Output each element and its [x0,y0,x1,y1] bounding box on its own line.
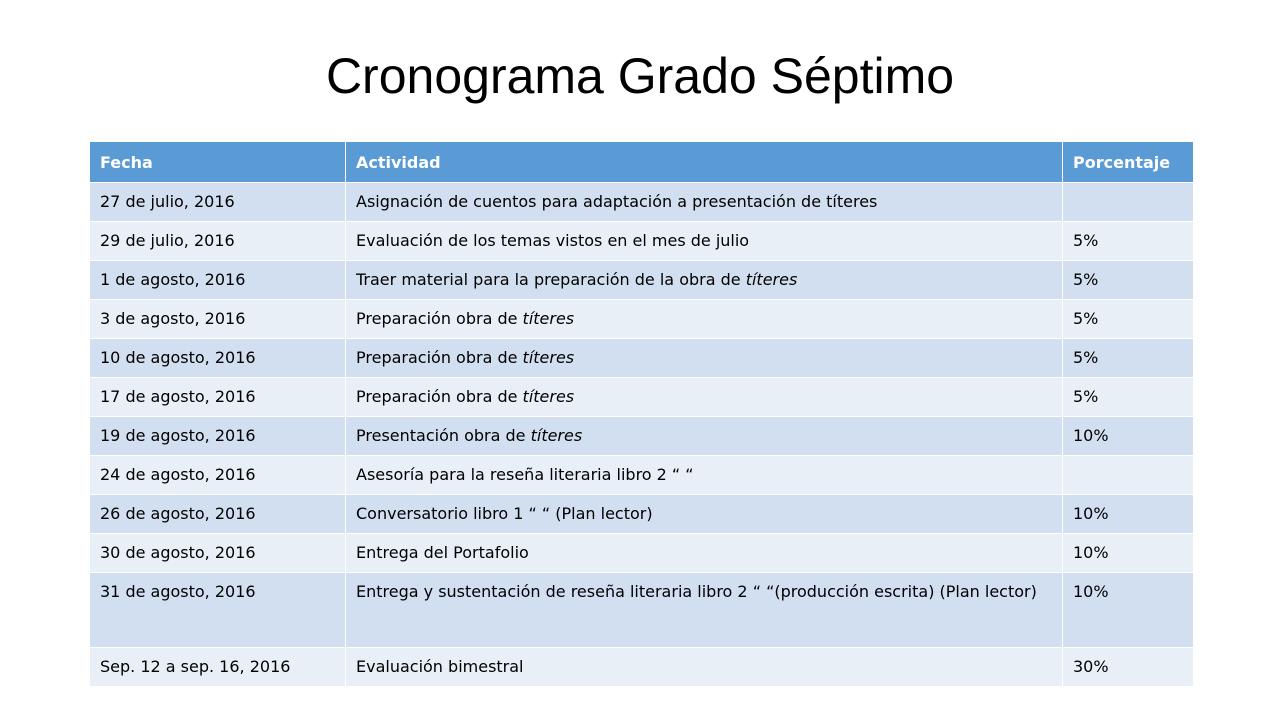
actividad-text: Traer material para la preparación de la obra de [356,270,746,289]
table-row [90,339,1194,378]
cell-actividad [346,534,1063,573]
cell-porcentaje: 10% [1063,573,1194,648]
actividad-text: Entrega del Portafolio [356,543,529,562]
cell-actividad [346,573,1063,648]
cell-porcentaje: 10% [1063,417,1194,456]
actividad-italic-text: títeres [522,348,575,367]
schedule-table [89,141,1194,687]
cell-fecha: 10 de agosto, 2016 [90,339,346,378]
table-row [90,261,1194,300]
actividad-text: Preparación obra de [356,348,523,367]
cell-porcentaje: 5% [1063,300,1194,339]
cell-fecha: 27 de julio, 2016 [90,183,346,222]
table-row [90,222,1194,261]
actividad-text: Asignación de cuentos para adaptación a presentación de títeres [356,192,878,211]
cell-porcentaje: 5% [1063,222,1194,261]
cell-fecha: 31 de agosto, 2016 [90,573,346,648]
actividad-text: Asesoría para la reseña literaria libro 2 “ “ [356,465,694,484]
cell-actividad [346,417,1063,456]
table-row [90,456,1194,495]
cell-porcentaje: 5% [1063,261,1194,300]
cell-fecha: 19 de agosto, 2016 [90,417,346,456]
cell-actividad [346,261,1063,300]
actividad-italic-text: títeres [530,426,583,445]
cell-actividad [346,456,1063,495]
actividad-text: Conversatorio libro 1 “ “ (Plan lector) [356,504,653,523]
actividad-italic-text: títeres [522,387,575,406]
cell-porcentaje: 30% [1063,648,1194,687]
cell-fecha: 26 de agosto, 2016 [90,495,346,534]
cell-actividad [346,183,1063,222]
cell-actividad [346,648,1063,687]
page-title: Cronograma Grado Séptimo [325,48,955,104]
cell-porcentaje: 5% [1063,378,1194,417]
cell-actividad [346,222,1063,261]
column-header-porcentaje: Porcentaje [1063,142,1194,183]
cell-fecha: 30 de agosto, 2016 [90,534,346,573]
column-header-fecha: Fecha [90,142,346,183]
actividad-text: Entrega y sustentación de reseña literaria libro 2 “ “(producción escrita) (Plan lector) [356,582,1037,601]
cell-fecha: 17 de agosto, 2016 [90,378,346,417]
actividad-italic-text: títeres [745,270,798,289]
cell-fecha: 24 de agosto, 2016 [90,456,346,495]
cell-porcentaje [1063,183,1194,222]
actividad-text: Preparación obra de [356,309,523,328]
cell-porcentaje [1063,456,1194,495]
actividad-italic-text: títeres [522,309,575,328]
cell-actividad [346,495,1063,534]
column-header-actividad: Actividad [346,142,1063,183]
actividad-text: Presentación obra de [356,426,531,445]
cell-actividad [346,378,1063,417]
table-row [90,534,1194,573]
table-row [90,417,1194,456]
cell-fecha: Sep. 12 a sep. 16, 2016 [90,648,346,687]
table-row [90,300,1194,339]
cell-fecha: 29 de julio, 2016 [90,222,346,261]
table-row [90,495,1194,534]
table-row [90,183,1194,222]
cell-fecha: 1 de agosto, 2016 [90,261,346,300]
cell-porcentaje: 10% [1063,534,1194,573]
actividad-text: Evaluación bimestral [356,657,524,676]
table-header-row [90,142,1194,183]
table-row [90,648,1194,687]
actividad-text: Preparación obra de [356,387,523,406]
cell-fecha: 3 de agosto, 2016 [90,300,346,339]
table-row [90,378,1194,417]
table-row [90,573,1194,648]
cell-porcentaje: 10% [1063,495,1194,534]
cell-actividad [346,339,1063,378]
cell-actividad [346,300,1063,339]
cell-porcentaje: 5% [1063,339,1194,378]
actividad-text: Evaluación de los temas vistos en el mes de julio [356,231,750,250]
